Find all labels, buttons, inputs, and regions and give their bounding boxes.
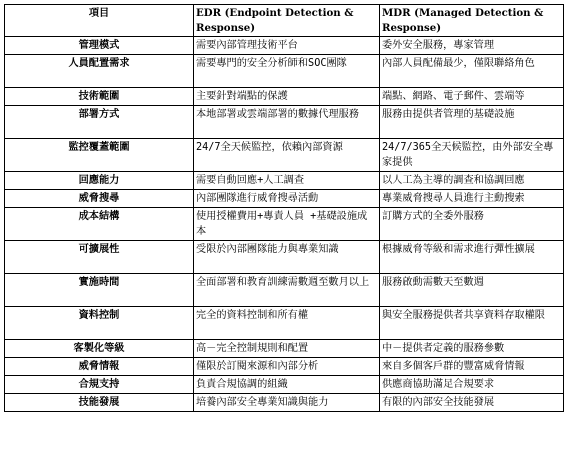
edr-cell: 培養內部安全專業知識與能力 [194,394,380,412]
table-row [5,88,564,106]
mdr-cell: 中－提供者定義的服務參數 [380,340,564,358]
mdr-cell: 有限的內部安全技能發展 [380,394,564,412]
row-label: 客製化等級 [5,340,194,358]
row-label: 部署方式 [5,106,194,139]
table-row [5,139,564,172]
row-label: 技術範圍 [5,88,194,106]
comparison-table-container [4,4,563,412]
edr-cell: 24/7全天候監控，依賴內部資源 [194,139,380,172]
edr-cell: 完全的資料控制和所有權 [194,307,380,340]
table-row [5,358,564,376]
table-row [5,241,564,274]
row-label: 可擴展性 [5,241,194,274]
header-mdr: MDR (Managed Detection & Response) [380,5,564,37]
row-label: 管理模式 [5,37,194,55]
table-header-row [5,5,564,37]
edr-mdr-comparison-table [4,4,564,412]
table-row [5,106,564,139]
mdr-cell: 服務由提供者管理的基礎設施 [380,106,564,139]
edr-cell: 使用授權費用+專責人員 +基礎設施成本 [194,208,380,241]
table-row [5,340,564,358]
table-row [5,208,564,241]
edr-cell: 需要自動回應+人工調查 [194,172,380,190]
table-row [5,172,564,190]
table-row [5,55,564,88]
mdr-cell: 委外安全服務，專家管理 [380,37,564,55]
mdr-cell: 與安全服務提供者共享資料存取權限 [380,307,564,340]
edr-cell: 僅限於訂閱來源和內部分析 [194,358,380,376]
table-row [5,37,564,55]
row-label: 監控覆蓋範圍 [5,139,194,172]
edr-cell: 需要專門的安全分析師和SOC團隊 [194,55,380,88]
mdr-cell: 端點、網路、電子郵件、雲端等 [380,88,564,106]
table-row [5,274,564,307]
edr-cell: 受限於內部團隊能力與專業知識 [194,241,380,274]
mdr-cell: 服務啟動需數天至數週 [380,274,564,307]
table-row [5,190,564,208]
edr-cell: 本地部署或雲端部署的數據代理服務 [194,106,380,139]
table-row [5,394,564,412]
table-body [5,37,564,412]
mdr-cell: 供應商協助滿足合規要求 [380,376,564,394]
edr-cell: 負責合規協調的組織 [194,376,380,394]
header-edr: EDR (Endpoint Detection & Response) [194,5,380,37]
table-row [5,307,564,340]
mdr-cell: 以人工為主導的調查和協調回應 [380,172,564,190]
edr-cell: 全面部署和教育訓練需數週至數月以上 [194,274,380,307]
mdr-cell: 24/7/365全天候監控，由外部安全專家提供 [380,139,564,172]
edr-cell: 內部團隊進行威脅搜尋活動 [194,190,380,208]
row-label: 成本結構 [5,208,194,241]
row-label: 資料控制 [5,307,194,340]
row-label: 合規支持 [5,376,194,394]
mdr-cell: 來自多個客戶群的豐富威脅情報 [380,358,564,376]
table-row [5,376,564,394]
edr-cell: 需要內部管理技術平台 [194,37,380,55]
row-label: 技能發展 [5,394,194,412]
row-label: 回應能力 [5,172,194,190]
mdr-cell: 專業威脅搜尋人員進行主動搜索 [380,190,564,208]
row-label: 威脅情報 [5,358,194,376]
mdr-cell: 訂購方式的全委外服務 [380,208,564,241]
row-label: 威脅搜尋 [5,190,194,208]
mdr-cell: 根據威脅等級和需求進行彈性擴展 [380,241,564,274]
header-item: 項目 [5,5,194,37]
row-label: 人員配置需求 [5,55,194,88]
mdr-cell: 內部人員配備最少，僅限聯絡角色 [380,55,564,88]
row-label: 實施時間 [5,274,194,307]
edr-cell: 主要針對端點的保護 [194,88,380,106]
edr-cell: 高－完全控制規則和配置 [194,340,380,358]
